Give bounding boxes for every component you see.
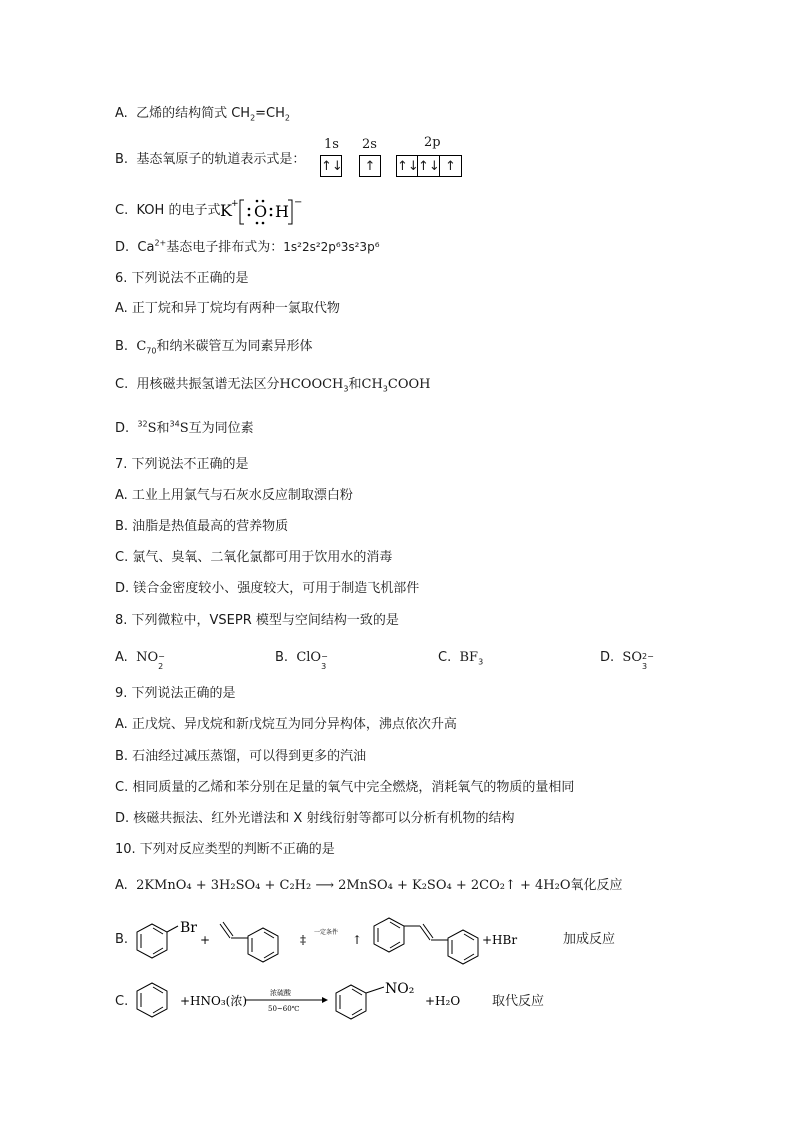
option-label: B. bbox=[115, 339, 129, 354]
option-text: 用核磁共振氢谱无法区分 bbox=[136, 377, 280, 392]
option-label: C. bbox=[115, 203, 129, 218]
question-10-option-a bbox=[115, 877, 623, 895]
question-9-stem: 9. 下列说法正确的是 bbox=[115, 686, 236, 701]
electron-dot bbox=[270, 208, 273, 211]
option-text: 互为同位素 bbox=[188, 421, 254, 436]
reaction-arrow bbox=[245, 988, 328, 1013]
question-6-stem: 6. 下列说法不正确的是 bbox=[115, 271, 249, 286]
subscript: 70 bbox=[146, 346, 157, 356]
question-9-option-a: A. 正戊烷、异戊烷和新戊烷互为同分异构体，沸点依次升高 bbox=[115, 717, 457, 732]
charge-minus: − bbox=[294, 197, 303, 208]
electron-dot bbox=[262, 222, 265, 225]
formula: BF bbox=[459, 650, 479, 665]
formula: COOH bbox=[387, 377, 431, 392]
electron-dot bbox=[256, 222, 259, 225]
question-6-option-b bbox=[115, 338, 312, 356]
option-label: A. bbox=[115, 106, 128, 121]
orbital-label-1s: 1s bbox=[324, 137, 339, 152]
electron-dot bbox=[248, 214, 251, 217]
option-label: D. bbox=[600, 650, 615, 665]
question-8-option-d: D. SO 2− 3 bbox=[600, 650, 654, 671]
question-10-option-b-label: B. bbox=[115, 932, 129, 947]
option-label: D. bbox=[115, 421, 130, 436]
question-7-option-c: C. 氯气、臭氧、二氧化氯都可用于饮用水的消毒 bbox=[115, 550, 393, 565]
option-label: D. bbox=[115, 240, 130, 255]
koh-text: KOH 的电子式 bbox=[136, 203, 221, 218]
orbital-label-2s: 2s bbox=[362, 137, 377, 152]
question-10-option-b-type: 加成反应 bbox=[563, 932, 616, 947]
formula: NO bbox=[136, 650, 159, 665]
orbital-text: 基态氧原子的轨道表示式是： bbox=[136, 152, 306, 167]
question-9-option-b: B. 石油经过减压蒸馏，可以得到更多的汽油 bbox=[115, 749, 367, 764]
calcium-text: 基态电子排布式为： bbox=[166, 240, 284, 255]
option-b-orbital bbox=[115, 151, 305, 169]
option-c-koh bbox=[115, 202, 220, 220]
option-a-ethylene bbox=[115, 105, 290, 123]
nitro-group-label: NO₂ bbox=[385, 981, 415, 997]
koh-electron-formula bbox=[218, 194, 308, 228]
option-text: 和纳米碳管互为同素异形体 bbox=[156, 339, 313, 354]
formula: ClO bbox=[296, 650, 322, 665]
option-d-calcium bbox=[115, 238, 380, 257]
orbital-box: ↑↓ bbox=[396, 155, 418, 177]
question-6-option-a: A. 正丁烷和异丁烷均有两种一氯取代物 bbox=[115, 301, 340, 316]
ion-symbol: Ca bbox=[137, 240, 155, 255]
subscript: 3 bbox=[343, 384, 349, 394]
charge-plus: + bbox=[231, 199, 239, 209]
orbital-box: ↑↓ bbox=[320, 155, 342, 177]
option-label: B. bbox=[275, 650, 289, 665]
subscript: 2 bbox=[250, 113, 256, 123]
question-7-option-a: A. 工业上用氯气与石灰水反应制取漂白粉 bbox=[115, 488, 353, 503]
formula: C bbox=[136, 339, 147, 354]
nitrobenzene-structure bbox=[336, 985, 384, 1019]
question-7-option-d: D. 镁合金密度较小、强度较大，可用于制造飞机部件 bbox=[115, 581, 420, 596]
question-8-option-c bbox=[438, 649, 483, 667]
electron-dot bbox=[248, 208, 251, 211]
electron-dot bbox=[270, 214, 273, 217]
byproduct: +H₂O bbox=[425, 994, 461, 1008]
condition-bottom: 50~60℃ bbox=[268, 1005, 300, 1013]
reaction-type: 氧化反应 bbox=[570, 878, 623, 893]
bromobenzene-structure bbox=[137, 924, 178, 958]
svg-text:↑: ↑ bbox=[352, 933, 363, 947]
question-7-stem: 7. 下列说法不正确的是 bbox=[115, 457, 249, 472]
option-label: A. bbox=[115, 650, 128, 665]
formula: SO bbox=[622, 650, 642, 665]
orbital-box: ↑ bbox=[440, 155, 462, 177]
svg-text:‡: ‡ bbox=[300, 933, 306, 947]
reaction-equation: 2KMnO₄ + 3H₂SO₄ + C₂H₂ ⟶ 2MnSO₄ + K₂SO₄ + 2CO₂↑ + 4H₂O bbox=[136, 878, 571, 893]
subscript: 3 bbox=[478, 657, 484, 667]
superscript: 32 bbox=[137, 419, 148, 429]
formula: S bbox=[179, 421, 189, 436]
option-label: B. bbox=[115, 152, 129, 167]
question-6-option-d bbox=[115, 420, 254, 438]
styrene-structure bbox=[220, 922, 278, 962]
byproduct: +HBr bbox=[482, 933, 518, 947]
option-label: C. bbox=[438, 650, 452, 665]
question-8-option-b: B. ClO − 3 bbox=[275, 650, 328, 671]
question-10-option-c-label: C. bbox=[115, 994, 129, 1009]
reaction-condition: 一定条件 bbox=[314, 929, 339, 936]
superscript: 34 bbox=[169, 419, 180, 429]
potassium-symbol: K bbox=[220, 201, 232, 220]
oxygen-symbol: O bbox=[254, 202, 268, 221]
question-10-option-c-type: 取代反应 bbox=[492, 994, 545, 1009]
reaction-arrow bbox=[300, 928, 362, 947]
question-9-option-c: C. 相同质量的乙烯和苯分别在足量的氧气中完全燃烧，消耗氧气的物质的量相同 bbox=[115, 780, 575, 795]
orbital-box: ↑ bbox=[359, 155, 381, 177]
option-label: A. bbox=[115, 878, 128, 893]
superscript: 2+ bbox=[154, 238, 167, 248]
conjunction: 和 bbox=[156, 421, 170, 436]
subscript: 3 bbox=[382, 384, 388, 394]
hydrogen-symbol: H bbox=[275, 202, 289, 221]
conjunction: 和 bbox=[348, 377, 362, 392]
question-9-option-d: D. 核磁共振法、红外光谱法和 X 射线衍射等都可以分析有机物的结构 bbox=[115, 811, 515, 826]
option-label: C. bbox=[115, 377, 129, 392]
question-8-stem: 8. 下列微粒中，VSEPR 模型与空间结构一致的是 bbox=[115, 613, 399, 628]
question-7-option-b: B. 油脂是热值最高的营养物质 bbox=[115, 519, 289, 534]
orbital-boxes-2p bbox=[396, 155, 462, 177]
orbital-label-2p: 2p bbox=[424, 135, 441, 150]
orbital-box: ↑↓ bbox=[418, 155, 440, 177]
question-6-option-c bbox=[115, 376, 431, 394]
ethylene-text: 乙烯的结构简式 CH bbox=[136, 106, 251, 121]
bracket-left bbox=[240, 200, 244, 224]
plus-sign: + bbox=[200, 933, 211, 947]
formula: S bbox=[147, 421, 157, 436]
bromine-label: Br bbox=[180, 920, 197, 936]
ethylene-text-mid: =CH bbox=[255, 106, 285, 121]
formula: HCOOCH bbox=[279, 377, 344, 392]
orbital-box-1s bbox=[320, 155, 342, 177]
question-10-stem: 10. 下列对反应类型的判断不正确的是 bbox=[115, 842, 335, 857]
question-8-option-a: A. NO − 2 bbox=[115, 650, 165, 671]
reagent: +HNO₃(浓) bbox=[180, 994, 248, 1008]
subscript: 2 bbox=[284, 113, 290, 123]
orbital-box-2s bbox=[359, 155, 381, 177]
formula: CH bbox=[361, 377, 383, 392]
stilbene-structure bbox=[374, 918, 478, 964]
electron-config: 1s²2s²2p⁶3s²3p⁶ bbox=[283, 240, 380, 254]
benzene-structure bbox=[137, 983, 167, 1017]
condition-top: 浓硫酸 bbox=[270, 989, 291, 997]
